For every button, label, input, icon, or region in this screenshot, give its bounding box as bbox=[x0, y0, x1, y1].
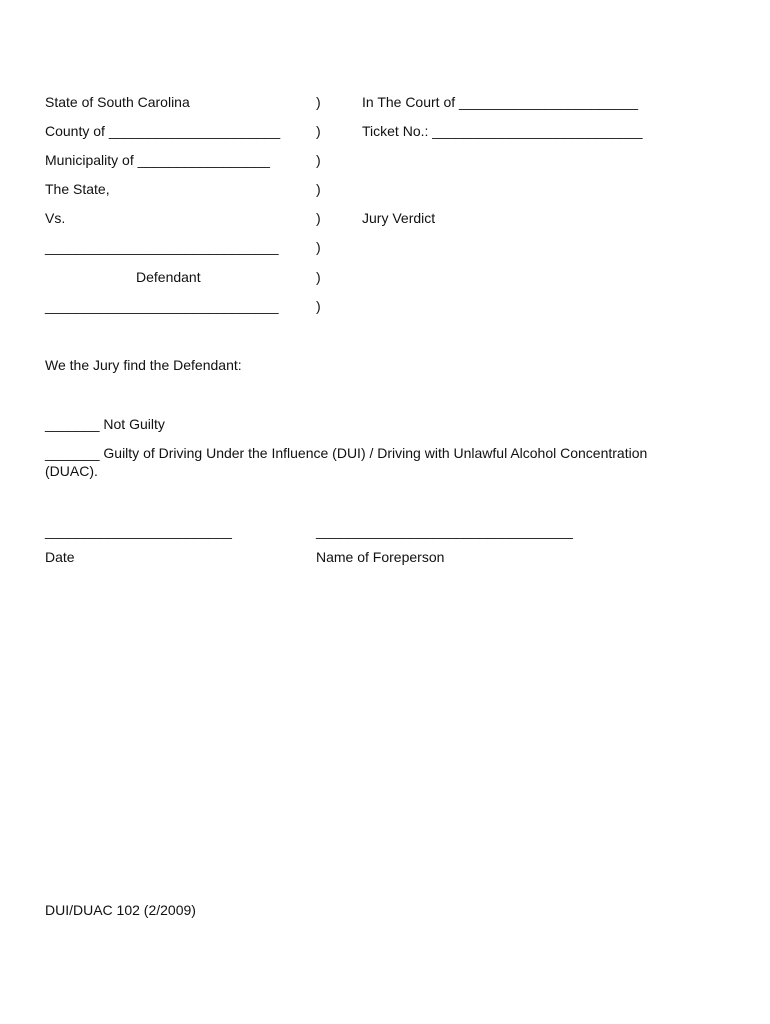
county-field: County of ______________________ bbox=[45, 123, 281, 139]
the-state-label: The State, bbox=[45, 181, 110, 197]
caption-paren: ) bbox=[316, 152, 321, 168]
foreperson-label: Name of Foreperson bbox=[316, 549, 445, 565]
caption-paren: ) bbox=[316, 269, 321, 285]
versus-label: Vs. bbox=[45, 210, 66, 226]
court-of-field: In The Court of _______________________ bbox=[362, 94, 639, 110]
caption-paren: ) bbox=[316, 210, 321, 226]
defendant-extra-line: ______________________________ bbox=[45, 298, 279, 314]
finding-intro: We the Jury find the Defendant: bbox=[45, 357, 242, 373]
date-label: Date bbox=[45, 549, 75, 565]
caption-paren: ) bbox=[316, 94, 321, 110]
ticket-number-field: Ticket No.: ___________________________ bbox=[362, 123, 643, 139]
municipality-field: Municipality of _________________ bbox=[45, 152, 270, 168]
option-guilty-line2: (DUAC). bbox=[45, 463, 98, 479]
option-not-guilty: _______ Not Guilty bbox=[45, 416, 165, 432]
defendant-name-line: ______________________________ bbox=[45, 239, 279, 255]
caption-paren: ) bbox=[316, 181, 321, 197]
document-title: Jury Verdict bbox=[362, 210, 436, 226]
date-signature-line: ________________________ bbox=[45, 523, 232, 539]
state-label: State of South Carolina bbox=[45, 94, 190, 110]
caption-paren: ) bbox=[316, 123, 321, 139]
foreperson-signature-line: _________________________________ bbox=[316, 523, 573, 539]
defendant-label: Defendant bbox=[136, 269, 201, 285]
caption-paren: ) bbox=[316, 298, 321, 314]
form-identifier: DUI/DUAC 102 (2/2009) bbox=[45, 902, 196, 918]
option-guilty-line1: _______ Guilty of Driving Under the Influence (DUI) / Driving with Unlawful Alcohol Concentration bbox=[45, 445, 648, 461]
caption-paren: ) bbox=[316, 239, 321, 255]
